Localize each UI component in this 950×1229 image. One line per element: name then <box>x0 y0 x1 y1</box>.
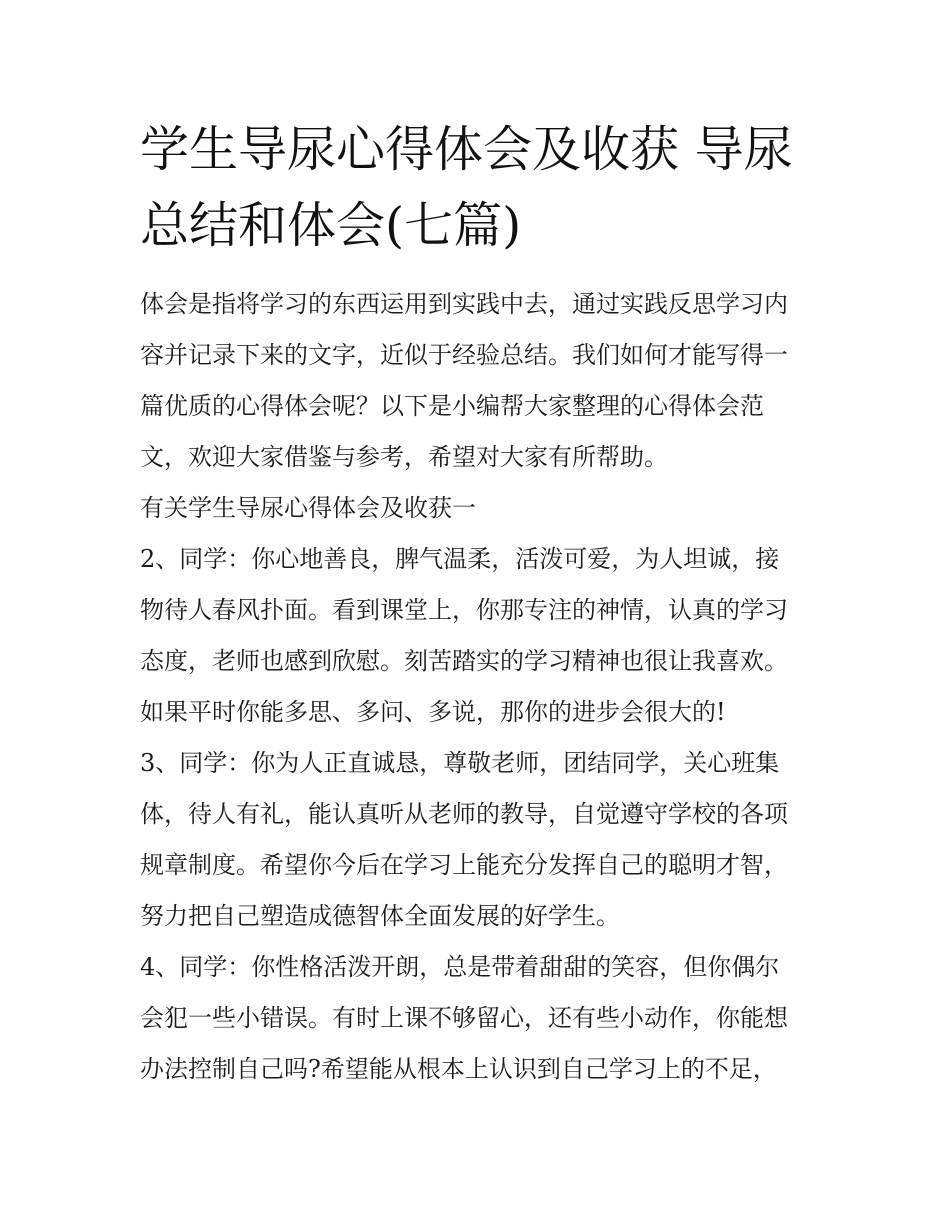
title-line-1: 学生导尿心得体会及收获 导尿 <box>140 121 793 178</box>
document-body <box>140 279 830 1095</box>
body-line: 体，待人有礼，能认真听从老师的教导，自觉遵守学校的各项 <box>140 800 788 828</box>
body-line: 体会是指将学习的东西运用到实践中去，通过实践反思学习内 <box>140 290 788 318</box>
body-line: 3、同学：你为人正直诚恳，尊敬老师，团结同学，关心班集 <box>140 749 780 777</box>
body-line: 篇优质的心得体会呢？以下是小编帮大家整理的心得体会范 <box>140 392 764 420</box>
body-line: 如果平时你能多思、多问、多说，那你的进步会很大的! <box>140 698 726 726</box>
section-heading: 有关学生导尿心得体会及收获一 <box>140 494 476 522</box>
body-line: 努力把自己塑造成德智体全面发展的好学生。 <box>140 902 620 930</box>
body-line: 会犯一些小错误。有时上课不够留心，还有些小动作，你能想 <box>140 1004 788 1032</box>
body-line: 规章制度。希望你今后在学习上能充分发挥自己的聪明才智， <box>140 851 788 879</box>
body-line: 4、同学：你性格活泼开朗，总是带着甜甜的笑容，但你偶尔 <box>140 953 780 981</box>
document-title <box>140 112 830 264</box>
body-line: 容并记录下来的文字，近似于经验总结。我们如何才能写得一 <box>140 341 788 369</box>
body-line: 办法控制自己吗?希望能从根本上认识到自己学习上的不足， <box>140 1055 777 1083</box>
body-line: 物待人春风扑面。看到课堂上，你那专注的神情，认真的学习 <box>140 596 788 624</box>
body-line: 2、同学：你心地善良，脾气温柔，活泼可爱，为人坦诚，接 <box>140 545 780 573</box>
title-line-2: 总结和体会(七篇) <box>140 197 522 254</box>
body-line: 态度，老师也感到欣慰。刻苦踏实的学习精神也很让我喜欢。 <box>140 647 788 675</box>
body-line: 文，欢迎大家借鉴与参考，希望对大家有所帮助。 <box>140 443 668 471</box>
